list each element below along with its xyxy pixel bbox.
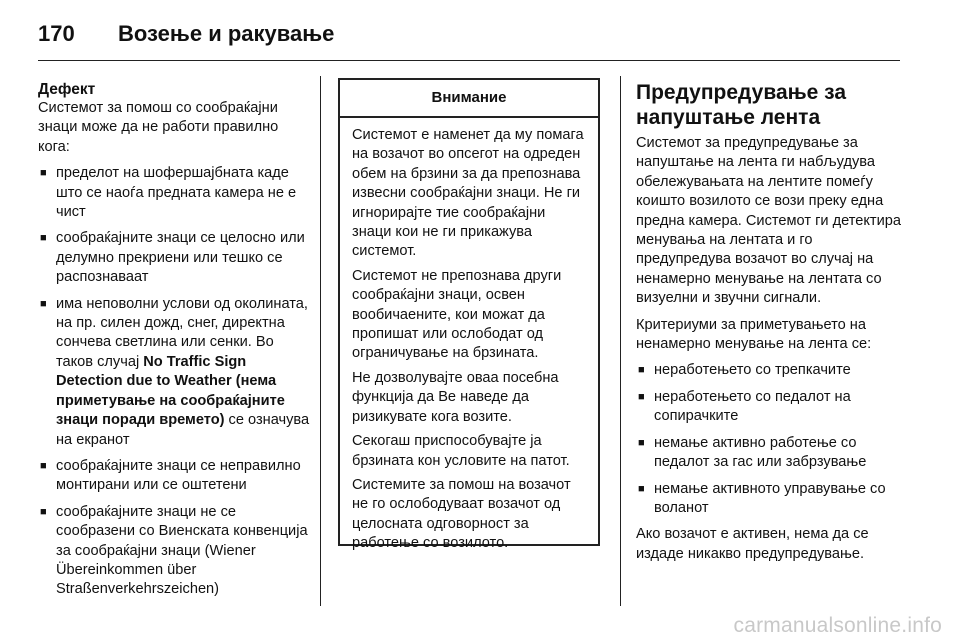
warning-paragraph: Системот е наменет да му помага на возачот во опсегот на одреден обем на брзини за да препознава извесни сообраќајни знаци. Не ги игнорирајте тие сообраќајни знаци кои не ги прикажува системот. [352,127,584,260]
criteria-list [636,361,902,518]
list-item: ■ сообраќајните знаци не се сообразени со Виенската конвенција за сообраќајни знаци (Wiener Übereinkommen über Straßenverkehrszeichen) [40,503,308,598]
list-item: ■ немање активното управување со воланот [638,480,886,516]
active-driver-note: Ако возачот е активен, нема да се издаде никакво предупредување. [636,526,869,562]
bullet-icon: ■ [638,390,645,403]
bullet-icon: ■ [638,364,645,377]
lane-description: Системот за предупредување за напуштање на лента ги набљудува обележувањата на лентите помеѓу коишто возилото се вози преку една предна камера. Системот ги детектира менувања на лентата и го предупредува возачот во случај на ненамерно менување на лентата со визуелни и звучни сигнали. [636,135,901,307]
bullet-icon: ■ [638,482,645,495]
warning-title: Внимание [340,80,598,118]
header-divider [38,60,900,61]
list-item: ■ неработењето со трепкачите [636,361,902,380]
defect-list [38,164,310,600]
list-item: ■ пределот на шофершајбната каде што се наоѓа предната камера не е чист [40,165,297,221]
page-header [38,14,900,54]
bullet-icon: ■ [40,505,47,518]
list-item: ■ сообраќајните знаци се неправилно монтирани или се оштетени [40,457,301,494]
bullet-icon: ■ [40,459,47,472]
criteria-intro: Критериуми за приметувањето на ненамерно менување на лента се: [636,316,872,353]
watermark: carmanualsonline.info [733,614,942,637]
page-number: 170 [38,21,75,46]
section-heading-defect: Дефект [38,81,96,98]
section-heading-lane-departure: Предупредување за напуштање лента [636,81,847,129]
warning-paragraph: Секогаш приспособувајте ја брзината кон условите на патот. [352,433,570,469]
warning-paragraph: Не дозволувајте оваа посебна функција да Ве наведе да ризикувате кога возите. [352,369,559,425]
warning-box [338,78,600,552]
list-item: ■ сообраќајните знаци се целосно или делумно прекриени или тешко се распознаваат [40,230,305,286]
warning-paragraph: Системите за помош на возачот не го ослободуваат возачот од целосната одговорност за работење со возилото. [352,476,571,552]
bullet-icon: ■ [40,232,47,245]
right-column [636,80,902,571]
left-column [38,80,310,607]
column-divider [620,76,621,606]
column-divider [320,76,321,606]
warning-paragraph: Системот не препознава други сообраќајни знаци, освен вообичаените, кои можат да пропишат или ослободат од ограничување на брзината. [352,267,562,362]
list-item: ■ немање активно работење со педалот за гас или забрзување [638,434,867,471]
intro-text: Системот за помош со сообраќајни знаци може да не работи правилно кога: [38,100,279,155]
status-message: No Traffic Sign Detection due to Weather (нема приметување на сообраќајните знаци поради времето) [56,353,285,429]
bullet-icon: ■ [40,167,47,180]
list-item: ■ неработењето со педалот на сопирачките [638,388,851,425]
warning-body [340,118,598,554]
page-title: Возење и ракување [118,21,335,46]
bullet-icon: ■ [40,297,47,310]
list-item: ■ има неповолни услови од околината, на пр. силен дожд, снег, директна сончева светлина или сенки. Во таков случај No Traffic Sign Detection due to Weather (нема приметување на сообраќајните знаци поради времето) се означува на екранот [40,295,310,448]
bullet-icon: ■ [638,436,645,449]
